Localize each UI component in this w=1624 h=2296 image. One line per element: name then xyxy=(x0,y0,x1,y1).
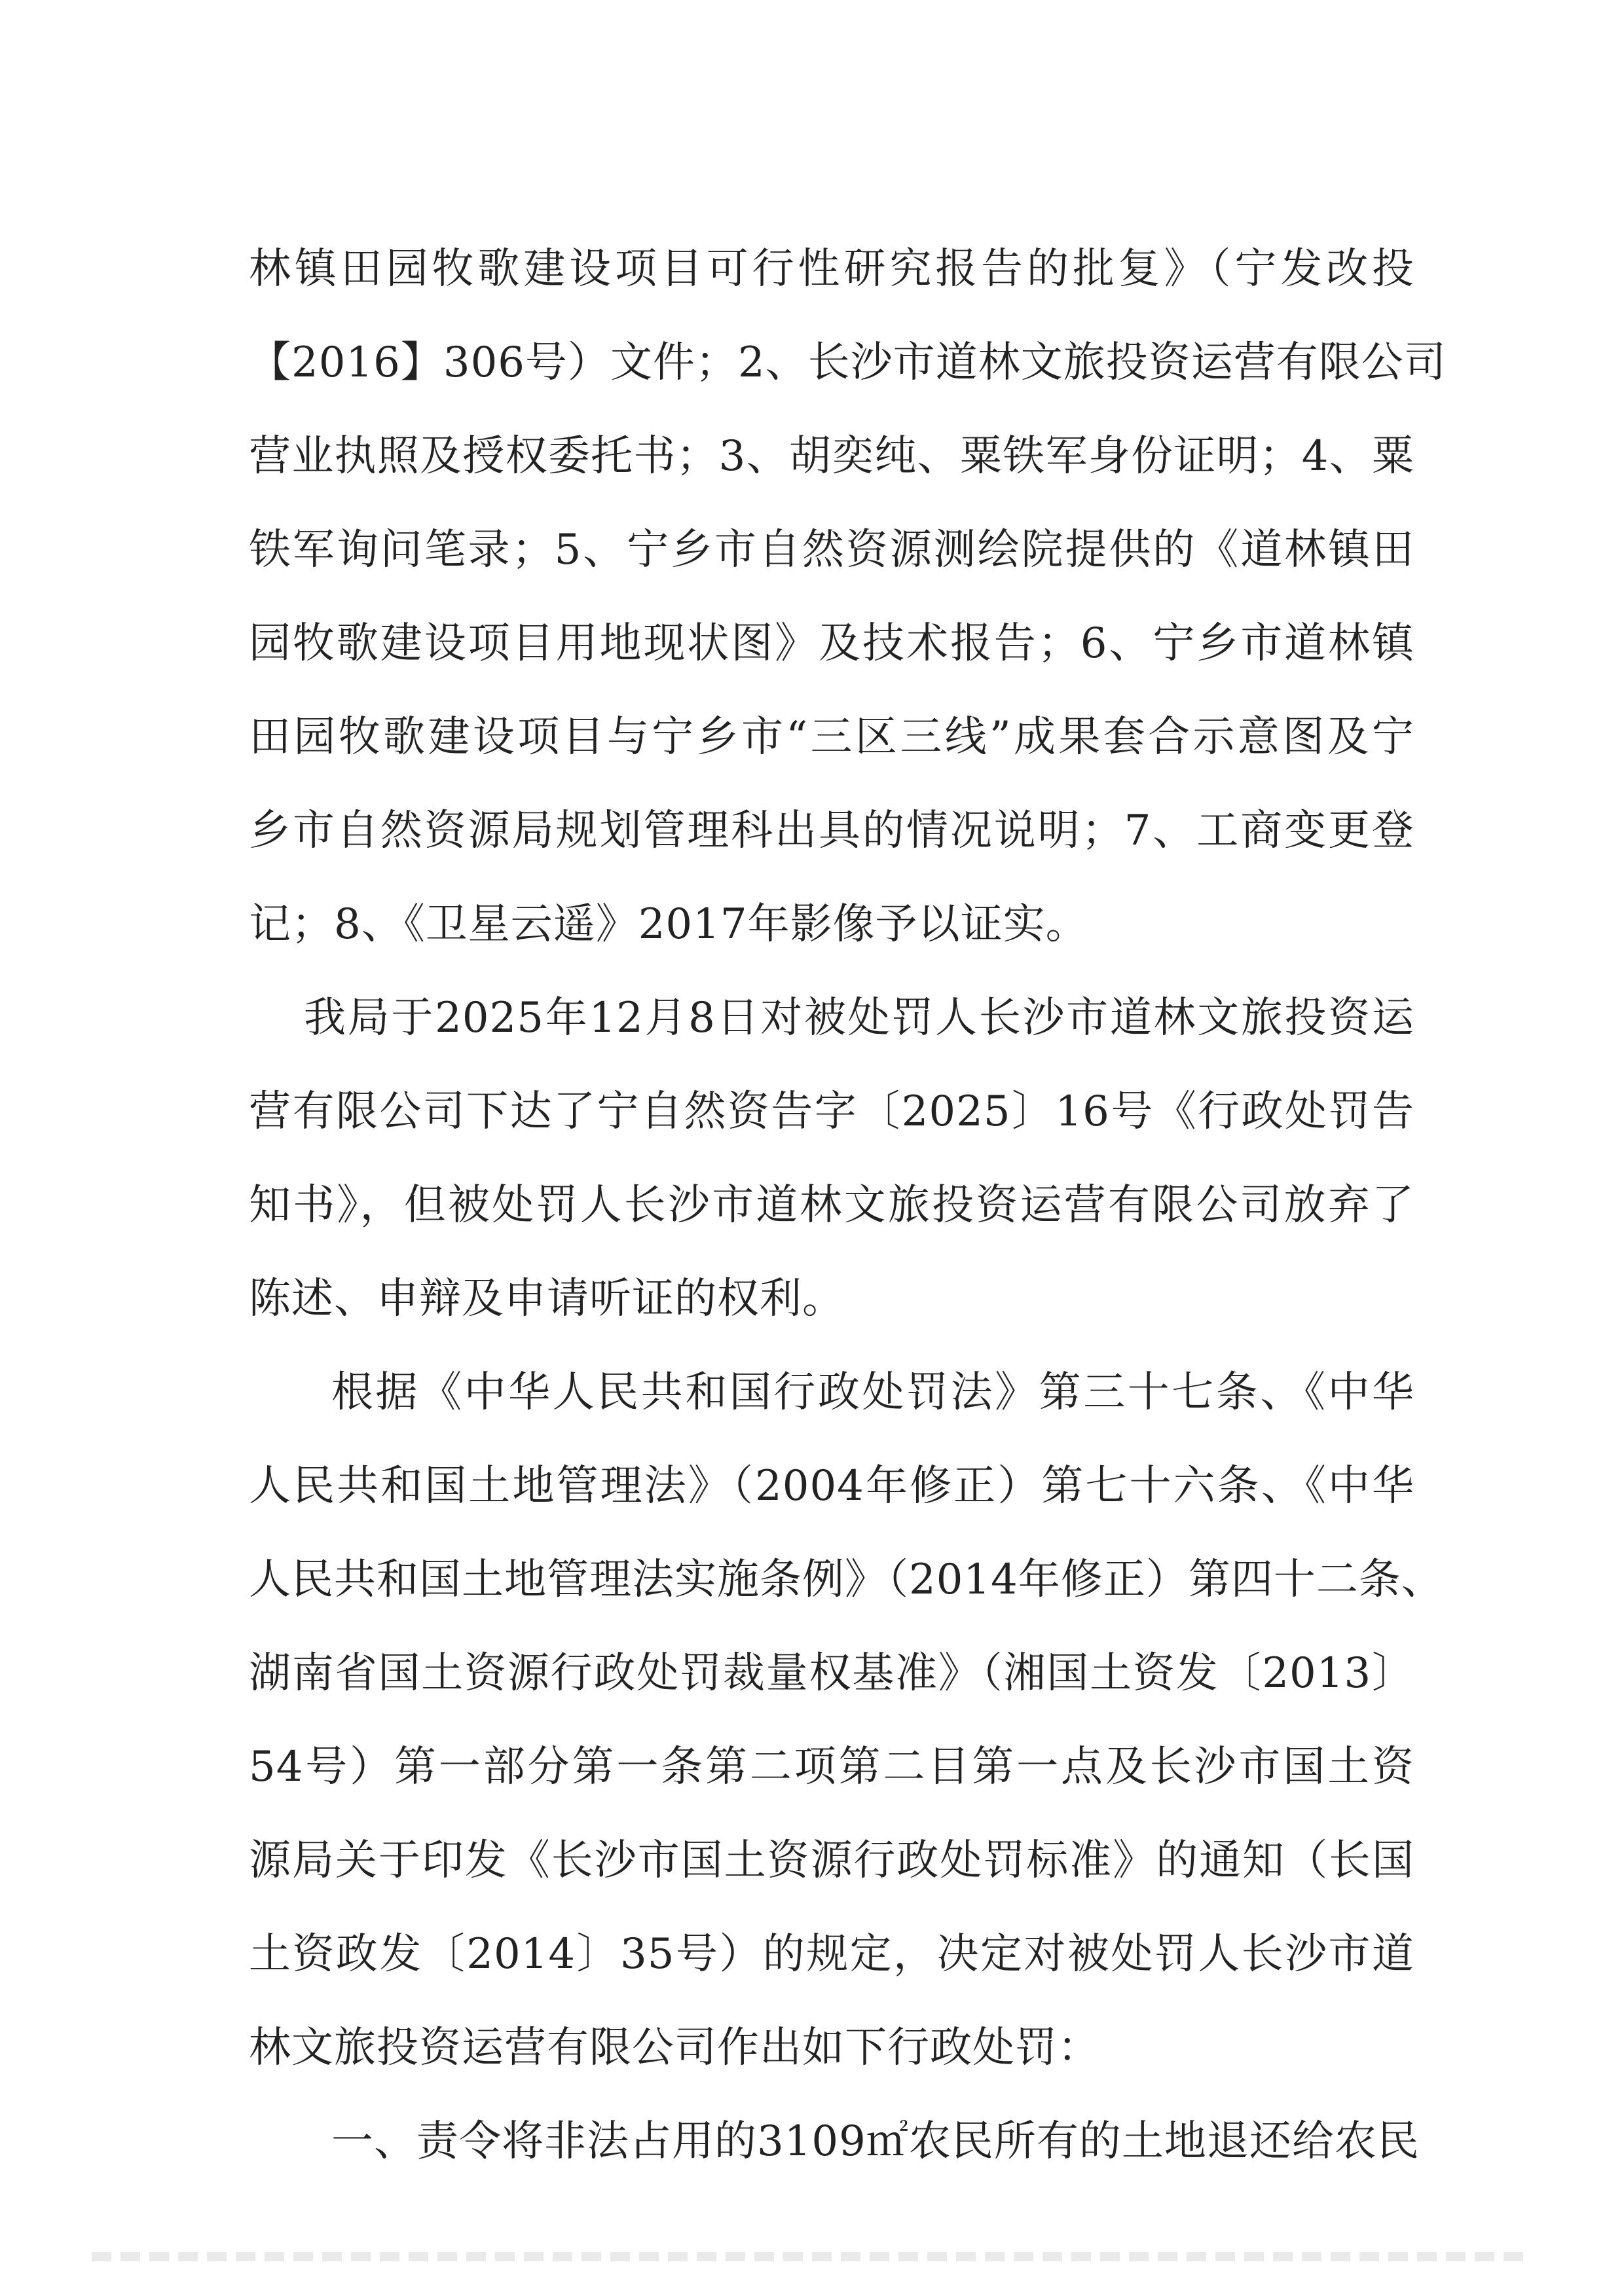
text-line: 陈述、申辩及申请听证的权利。 xyxy=(249,1275,845,1323)
document-body xyxy=(249,223,1447,2189)
paragraph-start-line: 一、责令将非法占用的3109㎡农民所有的土地退还给农民 xyxy=(331,2117,1420,2166)
text-line: 乡市自然资源局规划管理科出具的情况说明；7、工商变更登 xyxy=(249,807,1414,855)
text-line: 土资政发〔2014〕35号）的规定，决定对被处罚人长沙市道 xyxy=(249,1930,1414,1978)
paragraph-start-line: 根据《中华人民共和国行政处罚法》第三十七条、《中华 xyxy=(331,1368,1414,1417)
text-line: 湖南省国土资源行政处罚裁量权基准》（湘国土资发〔2013〕 xyxy=(249,1649,1414,1698)
text-line: 营有限公司下达了宁自然资告字〔2025〕16号《行政处罚告 xyxy=(249,1087,1414,1136)
text-line: 林文旅投资运营有限公司作出如下行政处罚： xyxy=(249,2024,1100,2072)
text-line: 人民共和国土地管理法》（2004年修正）第七十六条、《中华 xyxy=(249,1462,1414,1510)
text-line: 园牧歌建设项目用地现状图》及技术报告；6、宁乡市道林镇 xyxy=(249,619,1414,668)
text-line: 知书》，但被处罚人长沙市道林文旅投资运营有限公司放弃了 xyxy=(249,1181,1414,1230)
scan-artifact xyxy=(92,2252,1532,2261)
text-line: 田园牧歌建设项目与宁乡市“三区三线”成果套合示意图及宁 xyxy=(249,713,1414,761)
text-line: 铁军询问笔录；5、宁乡市自然资源测绘院提供的《道林镇田 xyxy=(249,526,1414,574)
paragraph-start-line: 我局于2025年12月8日对被处罚人长沙市道林文旅投资运 xyxy=(304,994,1414,1042)
text-line: 林镇田园牧歌建设项目可行性研究报告的批复》（宁发改投 xyxy=(249,245,1414,293)
text-line: 人民共和国土地管理法实施条例》（2014年修正）第四十二条、 xyxy=(249,1556,1444,1604)
text-line: 记；8、《卫星云遥》2017年影像予以证实。 xyxy=(249,900,1088,949)
text-line: 【2016】306号）文件；2、长沙市道林文旅投资运营有限公司 xyxy=(249,338,1447,387)
text-line: 营业执照及授权委托书；3、胡奕纯、粟铁军身份证明；4、粟 xyxy=(249,432,1414,481)
text-line: 54号）第一部分第一条第二项第二目第一点及长沙市国土资 xyxy=(249,1743,1414,1791)
text-line: 源局关于印发《长沙市国土资源行政处罚标准》的通知（长国 xyxy=(249,1836,1414,1885)
